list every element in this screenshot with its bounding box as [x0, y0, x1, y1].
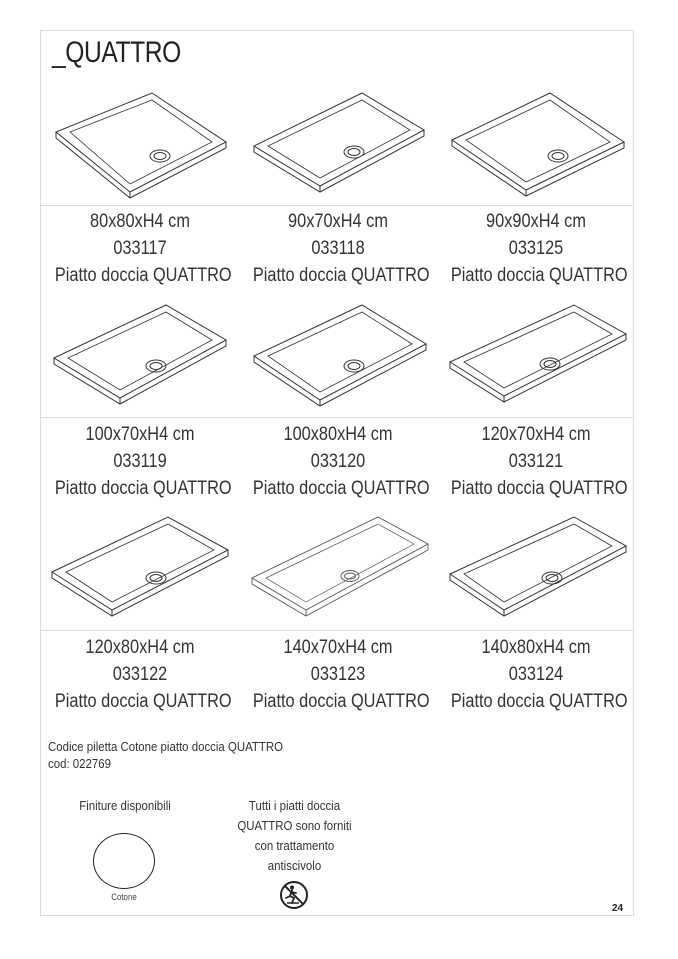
product-caption	[252, 421, 430, 502]
product-name: Piatto doccia QUATTRO	[252, 691, 430, 712]
product-code: 033123	[310, 664, 366, 685]
tray-illustration	[50, 514, 230, 624]
product-code: 033118	[311, 238, 365, 259]
product-code: 033124	[508, 664, 564, 685]
tray-illustration	[448, 90, 628, 200]
drain-code-note	[48, 738, 283, 772]
product-name: Piatto doccia QUATTRO	[54, 478, 232, 499]
anti-slip-icon	[279, 880, 309, 910]
note-code: cod: 022769	[48, 756, 111, 771]
product-name: Piatto doccia QUATTRO	[252, 265, 430, 286]
product-size: 140x80xH4 cm	[481, 637, 591, 658]
product-code: 033120	[310, 451, 366, 472]
product-code: 033119	[113, 451, 167, 472]
product-size: 100x80xH4 cm	[283, 424, 393, 445]
antislip-line: con trattamento	[254, 838, 335, 853]
product-caption	[450, 421, 628, 502]
product-caption	[252, 634, 430, 715]
product-caption	[54, 421, 232, 502]
antislip-line: Tutti i piatti doccia	[248, 798, 341, 813]
product-size: 120x80xH4 cm	[85, 637, 195, 658]
product-size: 120x70xH4 cm	[481, 424, 591, 445]
product-caption	[450, 634, 628, 715]
product-name: Piatto doccia QUATTRO	[450, 265, 628, 286]
divider	[40, 417, 634, 418]
page-title: _QUATTRO	[52, 36, 181, 69]
antislip-line: antiscivolo	[267, 858, 322, 873]
product-caption	[54, 208, 232, 289]
tray-illustration	[250, 90, 430, 200]
product-code: 033122	[112, 664, 168, 685]
note-line: Codice piletta Cotone piatto doccia QUATTRO	[48, 739, 284, 754]
product-code: 033117	[113, 238, 167, 259]
product-name: Piatto doccia QUATTRO	[450, 478, 628, 499]
finish-swatch	[93, 833, 155, 889]
antislip-line: QUATTRO sono forniti	[237, 818, 352, 833]
product-size: 100x70xH4 cm	[85, 424, 195, 445]
finishes-label: Finiture disponibili	[79, 798, 171, 813]
product-size: 90x70xH4 cm	[288, 211, 388, 232]
antislip-note	[231, 796, 359, 876]
tray-illustration	[50, 302, 230, 412]
page-number: 24	[612, 903, 624, 914]
product-size: 90x90xH4 cm	[486, 211, 586, 232]
tray-illustration	[448, 514, 628, 624]
product-name: Piatto doccia QUATTRO	[450, 691, 628, 712]
divider	[40, 630, 634, 631]
product-size: 80x80xH4 cm	[90, 211, 190, 232]
product-name: Piatto doccia QUATTRO	[54, 691, 232, 712]
product-size: 140x70xH4 cm	[283, 637, 393, 658]
product-code: 033121	[508, 451, 564, 472]
product-code: 033125	[508, 238, 564, 259]
tray-illustration	[250, 302, 430, 412]
product-name: Piatto doccia QUATTRO	[54, 265, 232, 286]
product-caption	[252, 208, 430, 289]
tray-illustration	[50, 90, 230, 200]
product-caption	[54, 634, 232, 715]
tray-illustration	[448, 302, 628, 412]
product-caption	[450, 208, 628, 289]
divider	[40, 205, 634, 206]
product-name: Piatto doccia QUATTRO	[252, 478, 430, 499]
tray-illustration	[250, 514, 430, 624]
finish-swatch-label: Cotone	[111, 892, 137, 902]
